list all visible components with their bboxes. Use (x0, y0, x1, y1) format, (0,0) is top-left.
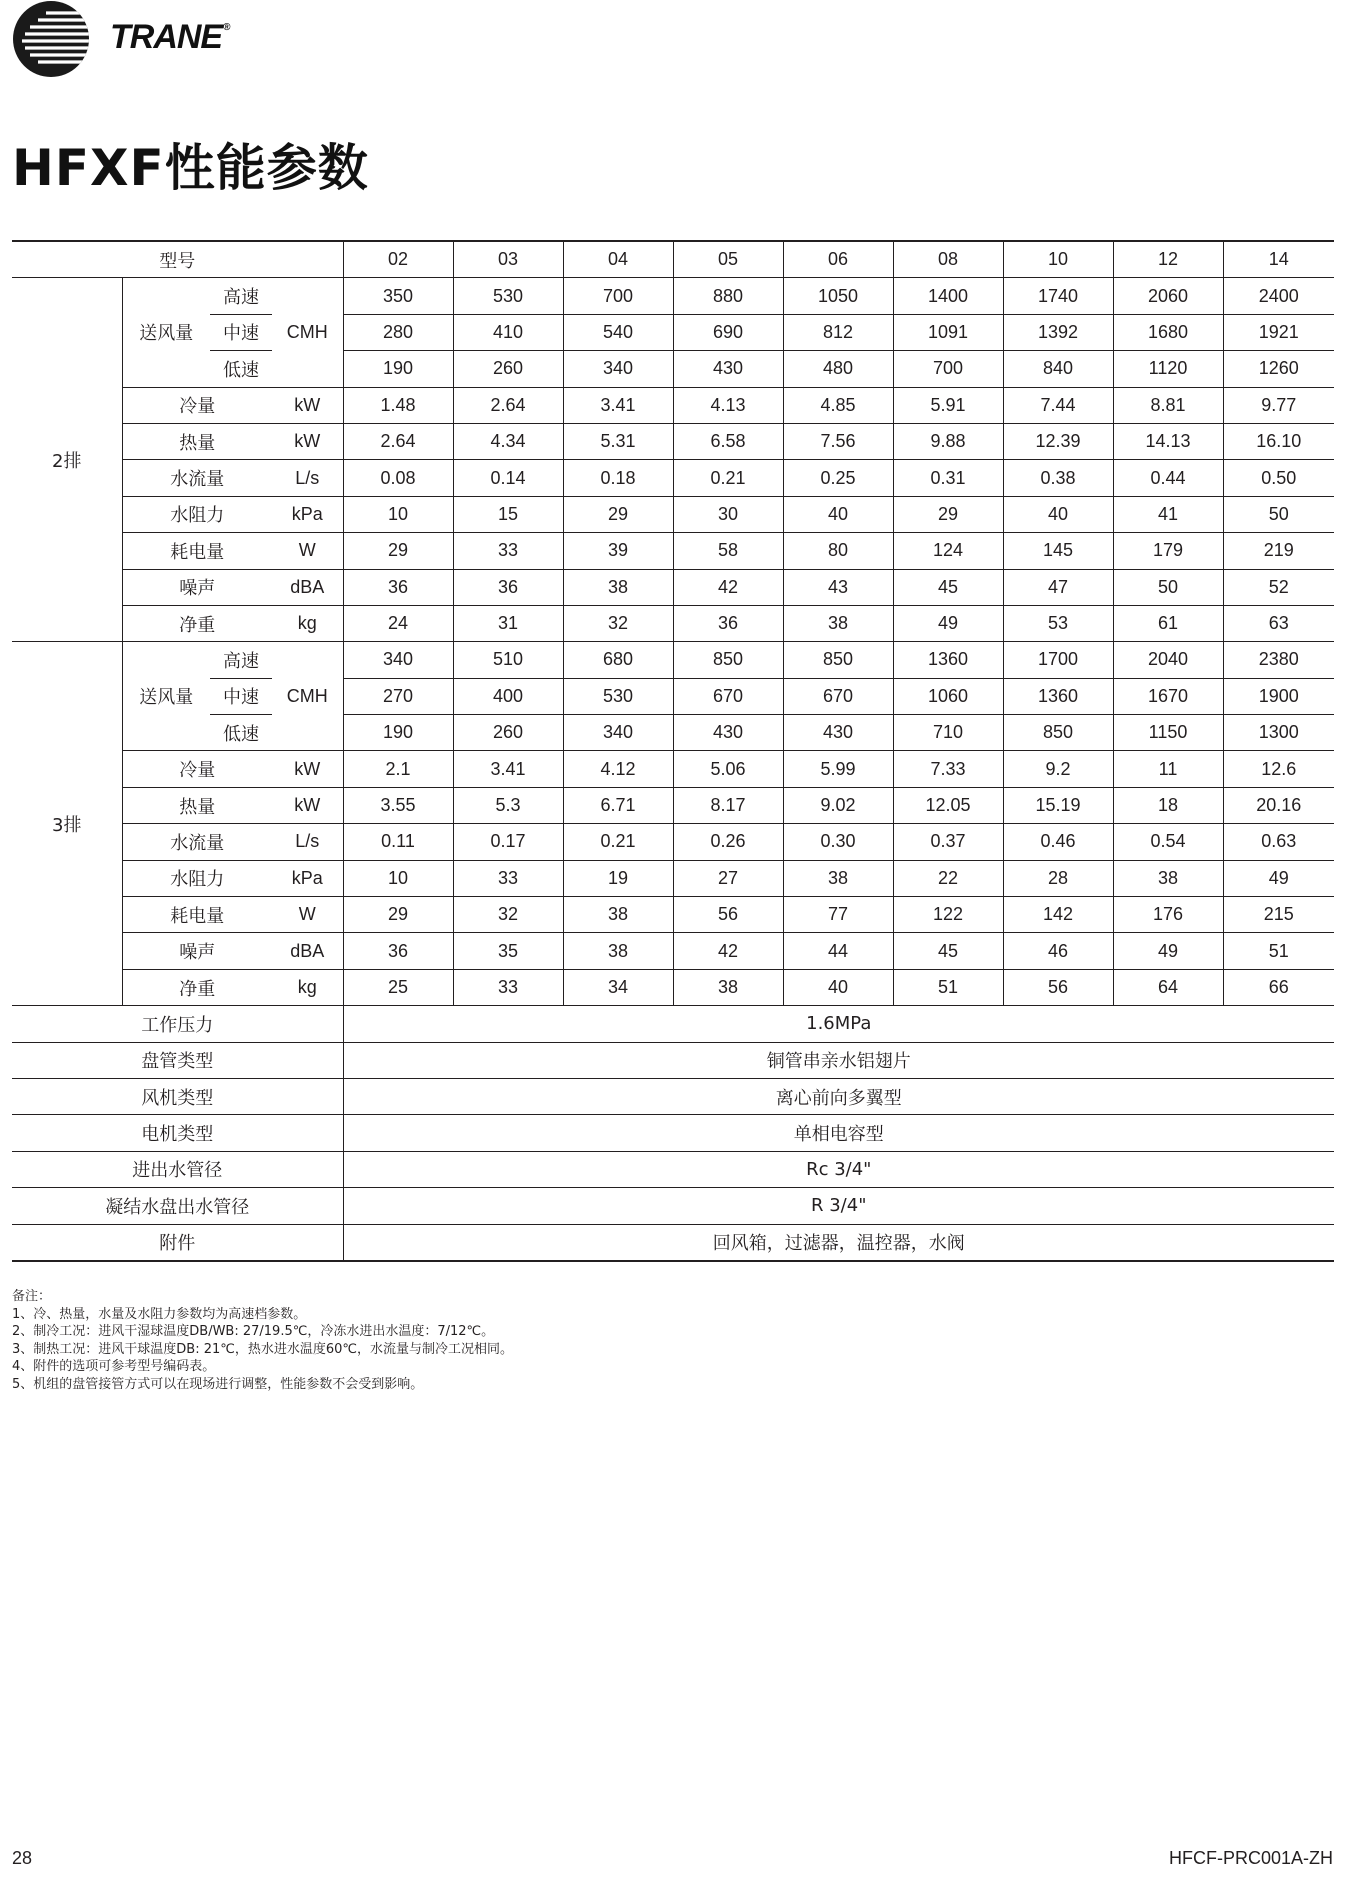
table-row (12, 423, 1334, 459)
value-cell: 0.30 (783, 824, 893, 860)
value-cell: 340 (563, 715, 673, 751)
model-header-cell: 10 (1003, 241, 1113, 278)
model-header-cell: 06 (783, 241, 893, 278)
note-item: 1、冷、热量，水量及水阻力参数均为高速档参数。 (12, 1306, 307, 1322)
value-cell: 3.55 (343, 787, 453, 823)
value-cell: 38 (563, 897, 673, 933)
table-row (12, 314, 1334, 350)
value-cell: 4.12 (563, 751, 673, 787)
metric-label: 噪声 (122, 569, 272, 605)
spec-value: 单相电容型 (343, 1115, 1334, 1151)
value-cell: 1060 (893, 678, 1003, 714)
value-cell: 219 (1223, 533, 1334, 569)
value-cell: 14.13 (1113, 423, 1223, 459)
speed-label: 中速 (210, 314, 272, 350)
value-cell: 80 (783, 533, 893, 569)
value-cell: 1400 (893, 278, 1003, 314)
value-cell: 36 (343, 933, 453, 969)
value-cell: 850 (1003, 715, 1113, 751)
value-cell: 35 (453, 933, 563, 969)
row-group-label: 3排 (12, 642, 122, 1006)
value-cell: 850 (673, 642, 783, 678)
value-cell: 1360 (893, 642, 1003, 678)
value-cell: 850 (783, 642, 893, 678)
table-row (12, 751, 1334, 787)
spec-label: 电机类型 (12, 1115, 343, 1151)
value-cell: 12.39 (1003, 423, 1113, 459)
value-cell: 9.02 (783, 787, 893, 823)
value-cell: 510 (453, 642, 563, 678)
table-row (12, 1151, 1334, 1187)
spec-value: Rc 3/4" (343, 1151, 1334, 1187)
brand-wordmark: TRANE® (110, 18, 230, 56)
value-cell: 1360 (1003, 678, 1113, 714)
value-cell: 42 (673, 569, 783, 605)
metric-label: 冷量 (122, 751, 272, 787)
value-cell: 0.50 (1223, 460, 1334, 496)
unit-cell: kPa (272, 860, 343, 896)
table-row (12, 642, 1334, 678)
value-cell: 33 (453, 969, 563, 1005)
airflow-label: 送风量 (122, 278, 210, 387)
value-cell: 58 (673, 533, 783, 569)
value-cell: 1260 (1223, 351, 1334, 387)
spec-value: 离心前向多翼型 (343, 1078, 1334, 1114)
value-cell: 8.17 (673, 787, 783, 823)
value-cell: 0.26 (673, 824, 783, 860)
value-cell: 1680 (1113, 314, 1223, 350)
model-header-cell: 12 (1113, 241, 1223, 278)
spec-value: R 3/4" (343, 1188, 1334, 1224)
value-cell: 66 (1223, 969, 1334, 1005)
value-cell: 12.05 (893, 787, 1003, 823)
metric-label: 耗电量 (122, 897, 272, 933)
value-cell: 38 (783, 860, 893, 896)
table-row (12, 787, 1334, 823)
spec-label: 进出水管径 (12, 1151, 343, 1187)
value-cell: 1.48 (343, 387, 453, 423)
value-cell: 430 (673, 715, 783, 751)
value-cell: 400 (453, 678, 563, 714)
value-cell: 1921 (1223, 314, 1334, 350)
value-cell: 5.31 (563, 423, 673, 459)
value-cell: 44 (783, 933, 893, 969)
unit-cell: kW (272, 787, 343, 823)
unit-cell: CMH (272, 642, 343, 751)
table-row (12, 860, 1334, 896)
table-row (12, 824, 1334, 860)
unit-cell: kg (272, 605, 343, 641)
unit-cell: kg (272, 969, 343, 1005)
model-header-cell: 02 (343, 241, 453, 278)
value-cell: 1300 (1223, 715, 1334, 751)
unit-cell: kPa (272, 496, 343, 532)
value-cell: 19 (563, 860, 673, 896)
value-cell: 39 (563, 533, 673, 569)
value-cell: 11 (1113, 751, 1223, 787)
value-cell: 1150 (1113, 715, 1223, 751)
value-cell: 7.44 (1003, 387, 1113, 423)
value-cell: 5.99 (783, 751, 893, 787)
table-row (12, 1006, 1334, 1042)
speed-label: 低速 (210, 351, 272, 387)
value-cell: 6.58 (673, 423, 783, 459)
value-cell: 480 (783, 351, 893, 387)
table-row (12, 605, 1334, 641)
value-cell: 1700 (1003, 642, 1113, 678)
table-row (12, 569, 1334, 605)
value-cell: 680 (563, 642, 673, 678)
value-cell: 15.19 (1003, 787, 1113, 823)
value-cell: 40 (1003, 496, 1113, 532)
trane-logo-icon (12, 0, 92, 78)
table-row (12, 460, 1334, 496)
value-cell: 700 (563, 278, 673, 314)
value-cell: 53 (1003, 605, 1113, 641)
value-cell: 38 (673, 969, 783, 1005)
value-cell: 15 (453, 496, 563, 532)
value-cell: 36 (673, 605, 783, 641)
model-header-cell: 05 (673, 241, 783, 278)
value-cell: 0.44 (1113, 460, 1223, 496)
value-cell: 50 (1113, 569, 1223, 605)
value-cell: 56 (1003, 969, 1113, 1005)
table-row (12, 1115, 1334, 1151)
metric-label: 净重 (122, 969, 272, 1005)
spec-label: 附件 (12, 1224, 343, 1261)
value-cell: 10 (343, 496, 453, 532)
value-cell: 42 (673, 933, 783, 969)
unit-cell: dBA (272, 569, 343, 605)
value-cell: 20.16 (1223, 787, 1334, 823)
value-cell: 27 (673, 860, 783, 896)
speed-label: 高速 (210, 278, 272, 314)
value-cell: 41 (1113, 496, 1223, 532)
value-cell: 47 (1003, 569, 1113, 605)
value-cell: 260 (453, 351, 563, 387)
airflow-label: 送风量 (122, 642, 210, 751)
spec-value: 1.6MPa (343, 1006, 1334, 1042)
table-row (12, 387, 1334, 423)
value-cell: 1120 (1113, 351, 1223, 387)
value-cell: 2060 (1113, 278, 1223, 314)
table-row (12, 897, 1334, 933)
value-cell: 0.21 (563, 824, 673, 860)
value-cell: 124 (893, 533, 1003, 569)
value-cell: 530 (563, 678, 673, 714)
value-cell: 34 (563, 969, 673, 1005)
value-cell: 4.34 (453, 423, 563, 459)
unit-cell: kW (272, 423, 343, 459)
spec-label: 工作压力 (12, 1006, 343, 1042)
value-cell: 540 (563, 314, 673, 350)
value-cell: 7.33 (893, 751, 1003, 787)
value-cell: 0.17 (453, 824, 563, 860)
document-code: HFCF-PRC001A-ZH (1168, 1848, 1333, 1868)
note-item: 5、机组的盘管接管方式可以在现场进行调整，性能参数不会受到影响。 (12, 1376, 424, 1392)
value-cell: 5.06 (673, 751, 783, 787)
value-cell: 270 (343, 678, 453, 714)
value-cell: 56 (673, 897, 783, 933)
value-cell: 840 (1003, 351, 1113, 387)
value-cell: 7.56 (783, 423, 893, 459)
value-cell: 64 (1113, 969, 1223, 1005)
table-row (12, 933, 1334, 969)
value-cell: 31 (453, 605, 563, 641)
table-header-row (12, 241, 1334, 278)
value-cell: 122 (893, 897, 1003, 933)
value-cell: 260 (453, 715, 563, 751)
note-item: 3、制热工况：进风干球温度DB: 21℃，热水进水温度60℃，水流量与制冷工况相同。 (12, 1341, 513, 1357)
spec-label: 风机类型 (12, 1078, 343, 1114)
value-cell: 1392 (1003, 314, 1113, 350)
value-cell: 38 (783, 605, 893, 641)
value-cell: 61 (1113, 605, 1223, 641)
table-row (12, 1188, 1334, 1224)
metric-label: 冷量 (122, 387, 272, 423)
value-cell: 10 (343, 860, 453, 896)
value-cell: 190 (343, 715, 453, 751)
value-cell: 530 (453, 278, 563, 314)
speed-label: 低速 (210, 715, 272, 751)
unit-cell: CMH (272, 278, 343, 387)
brand-logo (12, 0, 292, 78)
model-header-cell: 14 (1223, 241, 1334, 278)
metric-label: 热量 (122, 787, 272, 823)
value-cell: 9.88 (893, 423, 1003, 459)
table-row (12, 678, 1334, 714)
value-cell: 710 (893, 715, 1003, 751)
value-cell: 176 (1113, 897, 1223, 933)
spec-value: 铜管串亲水铝翅片 (343, 1042, 1334, 1078)
value-cell: 2.64 (453, 387, 563, 423)
value-cell: 4.13 (673, 387, 783, 423)
metric-label: 水阻力 (122, 860, 272, 896)
value-cell: 0.38 (1003, 460, 1113, 496)
value-cell: 690 (673, 314, 783, 350)
row-group-label: 2排 (12, 278, 122, 642)
value-cell: 36 (453, 569, 563, 605)
value-cell: 9.77 (1223, 387, 1334, 423)
value-cell: 12.6 (1223, 751, 1334, 787)
value-cell: 0.25 (783, 460, 893, 496)
value-cell: 45 (893, 933, 1003, 969)
value-cell: 4.85 (783, 387, 893, 423)
speed-label: 高速 (210, 642, 272, 678)
metric-label: 净重 (122, 605, 272, 641)
value-cell: 38 (563, 569, 673, 605)
unit-cell: L/s (272, 824, 343, 860)
value-cell: 29 (343, 897, 453, 933)
value-cell: 0.18 (563, 460, 673, 496)
value-cell: 340 (563, 351, 673, 387)
notes-title: 备注： (12, 1289, 52, 1304)
table-row (12, 533, 1334, 569)
page-number: 28 (12, 1848, 33, 1868)
metric-label: 噪声 (122, 933, 272, 969)
table-row (12, 278, 1334, 314)
unit-cell: W (272, 897, 343, 933)
value-cell: 0.46 (1003, 824, 1113, 860)
metric-label: 耗电量 (122, 533, 272, 569)
value-cell: 145 (1003, 533, 1113, 569)
spec-label: 凝结水盘出水管径 (12, 1188, 343, 1224)
unit-cell: L/s (272, 460, 343, 496)
value-cell: 6.71 (563, 787, 673, 823)
value-cell: 350 (343, 278, 453, 314)
value-cell: 0.54 (1113, 824, 1223, 860)
model-header-cell: 03 (453, 241, 563, 278)
value-cell: 29 (563, 496, 673, 532)
value-cell: 36 (343, 569, 453, 605)
value-cell: 22 (893, 860, 1003, 896)
value-cell: 5.91 (893, 387, 1003, 423)
value-cell: 2400 (1223, 278, 1334, 314)
unit-cell: kW (272, 387, 343, 423)
value-cell: 179 (1113, 533, 1223, 569)
value-cell: 43 (783, 569, 893, 605)
value-cell: 0.31 (893, 460, 1003, 496)
value-cell: 812 (783, 314, 893, 350)
value-cell: 430 (783, 715, 893, 751)
unit-cell: W (272, 533, 343, 569)
value-cell: 2040 (1113, 642, 1223, 678)
value-cell: 700 (893, 351, 1003, 387)
value-cell: 190 (343, 351, 453, 387)
value-cell: 33 (453, 533, 563, 569)
spec-value: 回风箱，过滤器，温控器，水阀 (343, 1224, 1334, 1261)
value-cell: 3.41 (453, 751, 563, 787)
value-cell: 142 (1003, 897, 1113, 933)
value-cell: 5.3 (453, 787, 563, 823)
table-row (12, 1078, 1334, 1114)
page-title: HFXF性能参数 (12, 139, 369, 197)
metric-label: 水流量 (122, 460, 272, 496)
value-cell: 33 (453, 860, 563, 896)
value-cell: 18 (1113, 787, 1223, 823)
value-cell: 40 (783, 496, 893, 532)
value-cell: 0.08 (343, 460, 453, 496)
value-cell: 430 (673, 351, 783, 387)
metric-label: 热量 (122, 423, 272, 459)
note-item: 4、附件的选项可参考型号编码表。 (12, 1359, 216, 1374)
table-row (12, 1224, 1334, 1261)
value-cell: 49 (1223, 860, 1334, 896)
table-row (12, 351, 1334, 387)
value-cell: 0.14 (453, 460, 563, 496)
value-cell: 25 (343, 969, 453, 1005)
value-cell: 340 (343, 642, 453, 678)
value-cell: 9.2 (1003, 751, 1113, 787)
value-cell: 29 (893, 496, 1003, 532)
value-cell: 24 (343, 605, 453, 641)
value-cell: 52 (1223, 569, 1334, 605)
value-cell: 38 (1113, 860, 1223, 896)
value-cell: 3.41 (563, 387, 673, 423)
notes-section (12, 1288, 912, 1393)
model-header-cell: 08 (893, 241, 1003, 278)
value-cell: 77 (783, 897, 893, 933)
value-cell: 1740 (1003, 278, 1113, 314)
value-cell: 46 (1003, 933, 1113, 969)
value-cell: 49 (1113, 933, 1223, 969)
value-cell: 16.10 (1223, 423, 1334, 459)
table-row (12, 715, 1334, 751)
value-cell: 670 (673, 678, 783, 714)
value-cell: 280 (343, 314, 453, 350)
value-cell: 670 (783, 678, 893, 714)
table-row (12, 969, 1334, 1005)
value-cell: 1050 (783, 278, 893, 314)
value-cell: 28 (1003, 860, 1113, 896)
value-cell: 51 (1223, 933, 1334, 969)
value-cell: 1091 (893, 314, 1003, 350)
value-cell: 29 (343, 533, 453, 569)
table-row (12, 496, 1334, 532)
value-cell: 1900 (1223, 678, 1334, 714)
value-cell: 49 (893, 605, 1003, 641)
unit-cell: kW (272, 751, 343, 787)
value-cell: 51 (893, 969, 1003, 1005)
model-label: 型号 (12, 241, 343, 278)
value-cell: 410 (453, 314, 563, 350)
value-cell: 40 (783, 969, 893, 1005)
value-cell: 30 (673, 496, 783, 532)
unit-cell: dBA (272, 933, 343, 969)
value-cell: 880 (673, 278, 783, 314)
value-cell: 2.1 (343, 751, 453, 787)
value-cell: 38 (563, 933, 673, 969)
value-cell: 50 (1223, 496, 1334, 532)
value-cell: 2380 (1223, 642, 1334, 678)
performance-table (12, 240, 1334, 1262)
value-cell: 32 (453, 897, 563, 933)
value-cell: 8.81 (1113, 387, 1223, 423)
value-cell: 215 (1223, 897, 1334, 933)
metric-label: 水阻力 (122, 496, 272, 532)
value-cell: 63 (1223, 605, 1334, 641)
note-item: 2、制冷工况：进风干湿球温度DB/WB: 27/19.5℃，冷冻水进出水温度：7/12℃。 (12, 1324, 495, 1339)
value-cell: 0.37 (893, 824, 1003, 860)
model-header-cell: 04 (563, 241, 673, 278)
value-cell: 45 (893, 569, 1003, 605)
value-cell: 2.64 (343, 423, 453, 459)
value-cell: 0.21 (673, 460, 783, 496)
value-cell: 0.11 (343, 824, 453, 860)
speed-label: 中速 (210, 678, 272, 714)
spec-label: 盘管类型 (12, 1042, 343, 1078)
table-row (12, 1042, 1334, 1078)
metric-label: 水流量 (122, 824, 272, 860)
value-cell: 0.63 (1223, 824, 1334, 860)
value-cell: 32 (563, 605, 673, 641)
value-cell: 1670 (1113, 678, 1223, 714)
